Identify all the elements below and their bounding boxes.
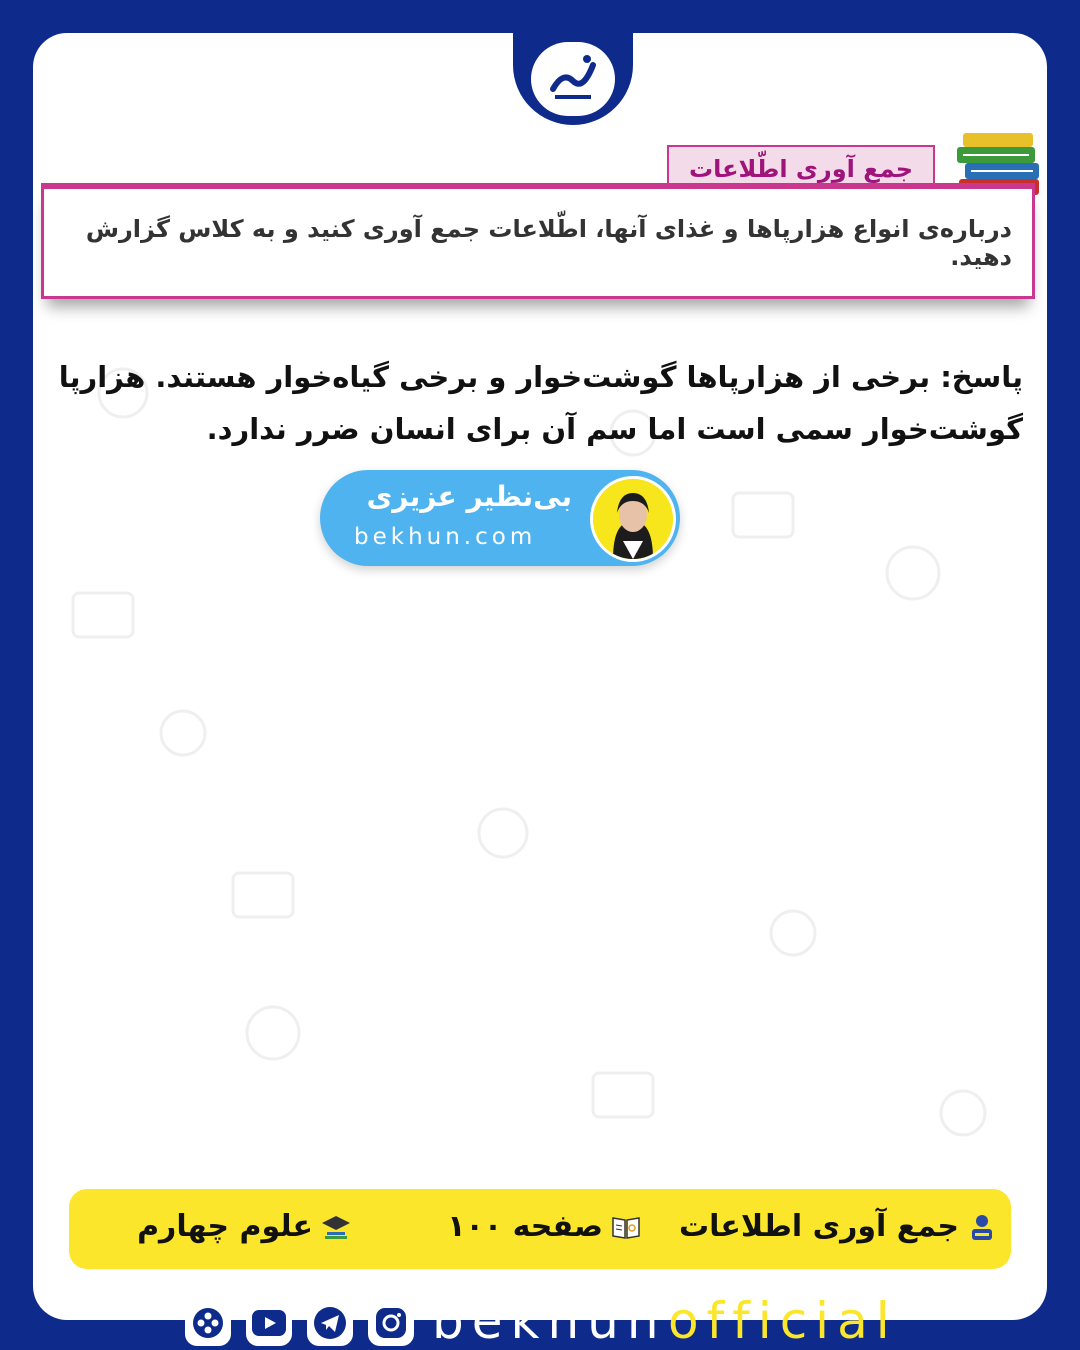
page-item [447,1209,641,1244]
brand-badge [513,33,633,125]
section-tab: جمع آوری اطّلاعات [667,145,935,191]
brand-main: bekhun [432,1292,667,1350]
graduation-cap-icon [321,1212,351,1242]
task-text: درباره‌ی انواع هزارپاها و غذای آنها، اطّلاعات جمع آوری کنید و به کلاس گزارش دهید. [85,214,1012,271]
student-icon [967,1212,997,1242]
footer [0,1288,1080,1350]
logo-icon [531,42,615,116]
teacher-avatar [590,476,676,562]
instagram-icon[interactable] [368,1300,414,1346]
teacher-name: بی‌نظیر عزیزی [366,480,572,513]
telegram-icon[interactable] [307,1300,353,1346]
topic-item [679,1209,997,1244]
page-label: صفحه ۱۰۰ [447,1209,603,1244]
subject-item [137,1209,351,1244]
subject-label: علوم چهارم [137,1209,313,1244]
teacher-badge[interactable] [320,470,680,566]
open-book-icon [611,1212,641,1242]
task-box [41,183,1035,299]
film-icon[interactable] [185,1300,231,1346]
content-card [33,33,1047,1320]
info-bar [69,1189,1011,1269]
topic-label: جمع آوری اطلاعات [678,1209,959,1244]
answer-text: پاسخ: برخی از هزارپاها گوشت‌خوار و برخی گیاه‌خوار هستند. هزارپا گوشت‌خوار سمی است اما سم آن برای انسان ضرر ندارد. [58,360,1023,446]
teacher-site: bekhun.com [354,524,537,550]
youtube-icon[interactable] [246,1300,292,1346]
brand-accent: official [668,1292,898,1350]
